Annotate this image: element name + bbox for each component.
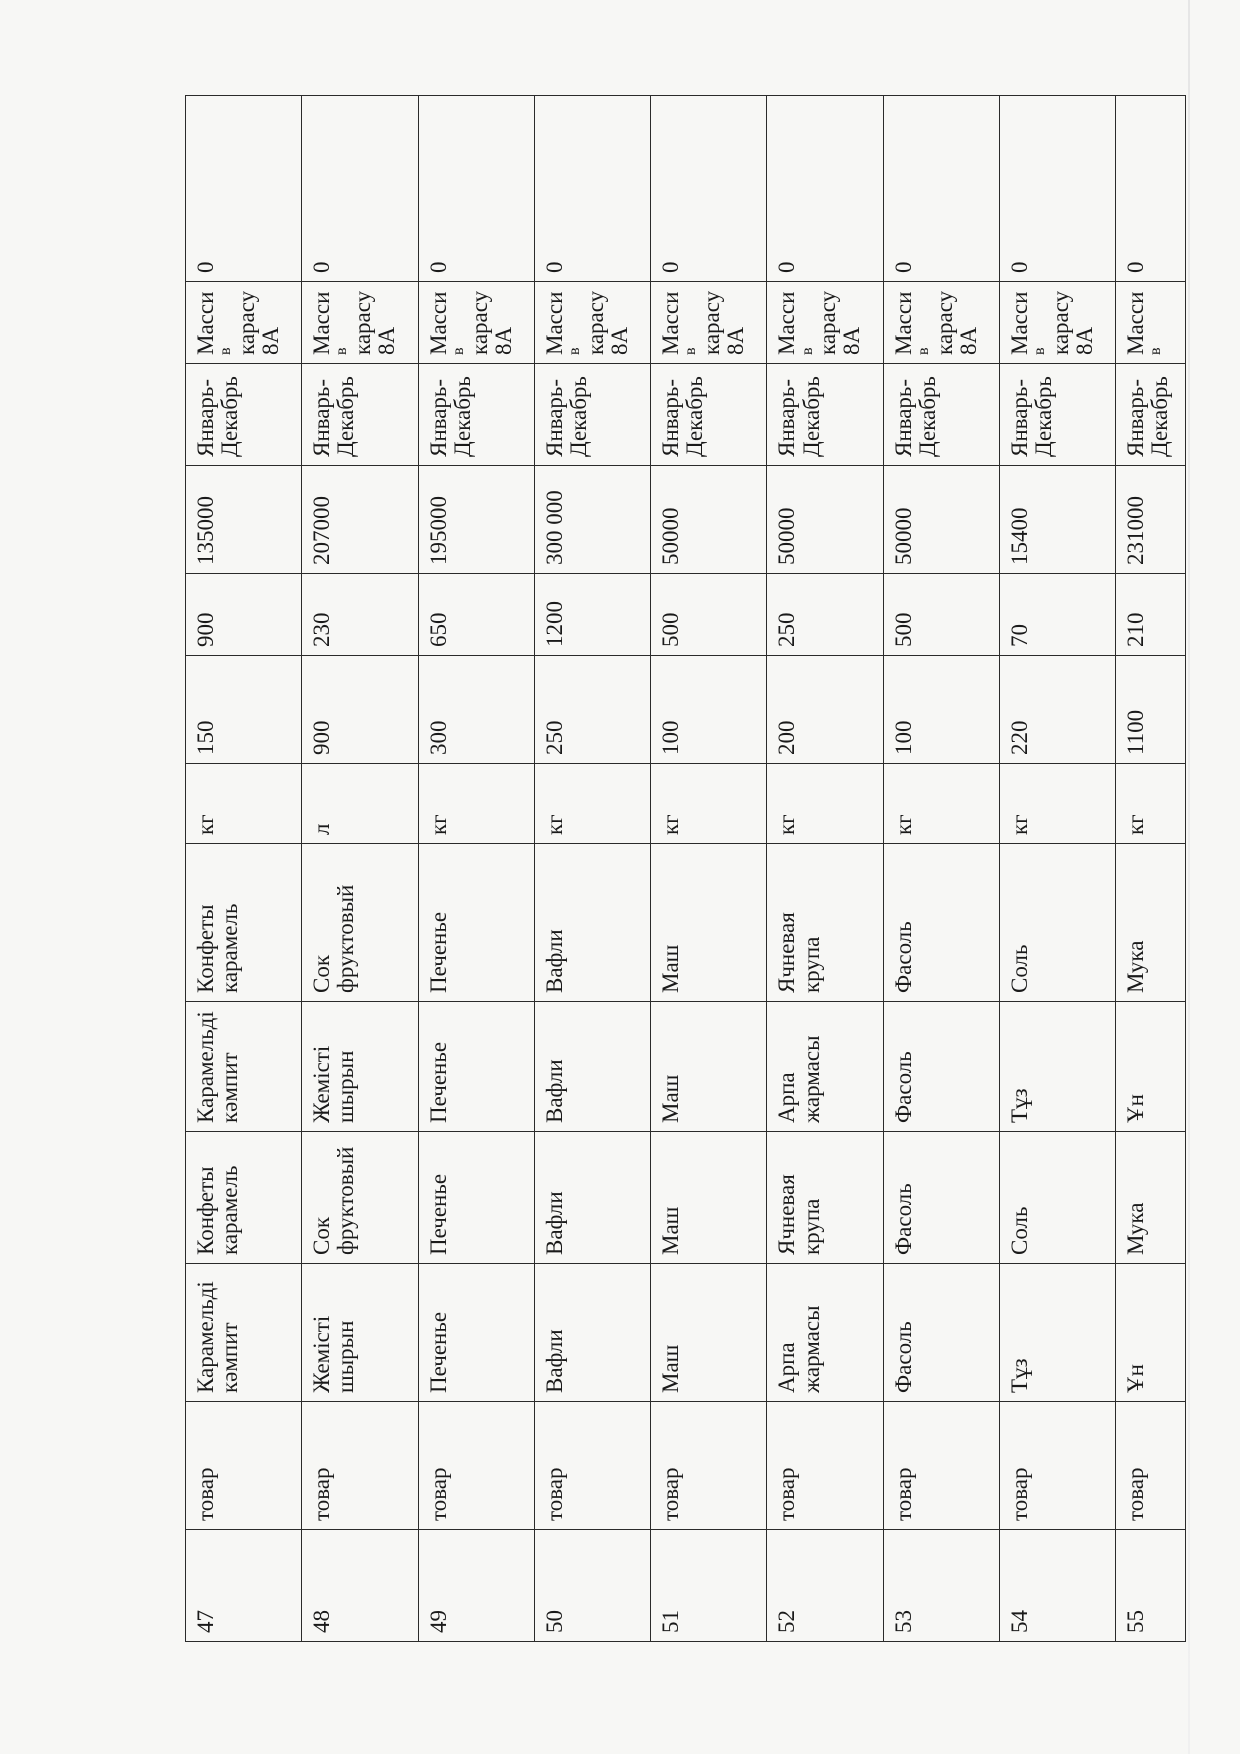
page-edge-shadow xyxy=(1188,0,1190,1754)
advance-percent: 0 xyxy=(883,96,999,282)
delivery-period: Январь-Декабрь xyxy=(999,364,1115,466)
row-number: 55 xyxy=(1116,1530,1186,1642)
quantity: 100 xyxy=(883,656,999,764)
item-name-ru: Сок фруктовый xyxy=(302,1132,418,1264)
item-name-ru-2: Маш xyxy=(651,844,767,1002)
row-number: 53 xyxy=(883,1530,999,1642)
unit-price: 70 xyxy=(999,574,1115,656)
unit-price: 210 xyxy=(1116,574,1186,656)
procurement-table xyxy=(185,95,1186,1642)
item-name-ru: Фасоль xyxy=(883,1132,999,1264)
advance-percent: 0 xyxy=(534,96,650,282)
delivery-place-a: Масси xyxy=(193,291,218,355)
total-sum: 135000 xyxy=(186,466,302,574)
item-name-ru-2: Конфеты карамель xyxy=(186,844,302,1002)
item-name-ru: Маш xyxy=(651,1132,767,1264)
delivery-place-b: в xyxy=(914,347,932,355)
delivery-place-a: Масси xyxy=(309,291,335,355)
advance-percent: 0 xyxy=(186,96,302,282)
delivery-place-c: карасу 8А xyxy=(582,290,632,355)
delivery-place-a: Масси xyxy=(1123,291,1149,355)
advance-percent: 0 xyxy=(418,96,534,282)
delivery-place-b: в xyxy=(449,347,467,355)
unit: кг xyxy=(1116,764,1186,844)
item-name-kz: Печенье xyxy=(418,1264,534,1402)
table-row xyxy=(883,96,999,1642)
delivery-place-a: Масси xyxy=(425,291,451,355)
item-name-kz: Вафли xyxy=(534,1264,650,1402)
unit: кг xyxy=(534,764,650,844)
delivery-place-c: карасу 8А xyxy=(466,290,516,355)
delivery-place xyxy=(883,282,999,364)
unit-price: 500 xyxy=(651,574,767,656)
unit-price: 500 xyxy=(883,574,999,656)
total-sum: 207000 xyxy=(302,466,418,574)
quantity: 900 xyxy=(302,656,418,764)
item-name-ru-2: Вафли xyxy=(534,844,650,1002)
table-row xyxy=(186,96,302,1642)
item-name-kz: Арпа жармасы xyxy=(767,1264,883,1402)
quantity: 220 xyxy=(999,656,1115,764)
item-type: товар xyxy=(1116,1402,1186,1530)
total-sum: 195000 xyxy=(418,466,534,574)
delivery-place xyxy=(418,282,534,364)
delivery-period: Январь-Декабрь xyxy=(186,364,302,466)
delivery-place xyxy=(186,282,302,364)
unit-price: 650 xyxy=(418,574,534,656)
advance-percent: 0 xyxy=(302,96,418,282)
unit: кг xyxy=(883,764,999,844)
total-sum: 50000 xyxy=(651,466,767,574)
delivery-period: Январь-Декабрь xyxy=(534,364,650,466)
table-row xyxy=(999,96,1115,1642)
unit: кг xyxy=(651,764,767,844)
item-name-kz-2: Вафли xyxy=(534,1002,650,1132)
table-row xyxy=(1116,96,1186,1642)
delivery-place-c: карасу 8А xyxy=(233,290,284,355)
item-type: товар xyxy=(883,1402,999,1530)
advance-percent: 0 xyxy=(767,96,883,282)
row-number: 52 xyxy=(767,1530,883,1642)
item-type: товар xyxy=(302,1402,418,1530)
delivery-place-b: в xyxy=(217,347,235,355)
unit-price: 900 xyxy=(186,574,302,656)
row-number: 48 xyxy=(302,1530,418,1642)
delivery-place xyxy=(1116,282,1186,364)
item-type: товар xyxy=(999,1402,1115,1530)
item-name-kz-2: Фасоль xyxy=(883,1002,999,1132)
delivery-place-c: карасу 8А xyxy=(699,290,749,355)
unit: кг xyxy=(418,764,534,844)
item-name-kz-2: Маш xyxy=(651,1002,767,1132)
delivery-period: Январь-Декабрь xyxy=(1116,364,1186,466)
item-name-ru: Ячневая крупа xyxy=(767,1132,883,1264)
delivery-place-c: карасу 8А xyxy=(1047,290,1098,355)
delivery-place-c: карасу 8А xyxy=(350,290,400,355)
advance-percent: 0 xyxy=(999,96,1115,282)
item-name-ru: Печенье xyxy=(418,1132,534,1264)
delivery-place-b: в xyxy=(798,347,816,355)
item-name-ru: Вафли xyxy=(534,1132,650,1264)
item-name-kz-2: Печенье xyxy=(418,1002,534,1132)
table-row xyxy=(767,96,883,1642)
total-sum: 15400 xyxy=(999,466,1115,574)
total-sum: 50000 xyxy=(883,466,999,574)
item-type: товар xyxy=(651,1402,767,1530)
item-name-ru-2: Сок фруктовый xyxy=(302,844,418,1002)
delivery-period: Январь-Декабрь xyxy=(767,364,883,466)
item-name-kz: Карамельді кәмпит xyxy=(186,1264,302,1402)
delivery-place-a: Масси xyxy=(658,291,684,355)
item-name-ru-2: Фасоль xyxy=(883,844,999,1002)
item-name-ru-2: Печенье xyxy=(418,844,534,1002)
item-name-ru: Мука xyxy=(1116,1132,1186,1264)
item-type: товар xyxy=(186,1402,302,1530)
item-name-kz-2: Жемісті шырын xyxy=(302,1002,418,1132)
delivery-place-b: в xyxy=(1031,347,1049,355)
quantity: 150 xyxy=(186,656,302,764)
unit: кг xyxy=(186,764,302,844)
delivery-place xyxy=(767,282,883,364)
item-name-ru-2: Ячневая крупа xyxy=(767,844,883,1002)
advance-percent: 0 xyxy=(1116,96,1186,282)
item-name-kz: Тұз xyxy=(999,1264,1115,1402)
delivery-place xyxy=(534,282,650,364)
advance-percent: 0 xyxy=(651,96,767,282)
row-number: 54 xyxy=(999,1530,1115,1642)
total-sum: 50000 xyxy=(767,466,883,574)
row-number: 47 xyxy=(186,1530,302,1642)
unit-price: 1200 xyxy=(534,574,650,656)
row-number: 49 xyxy=(418,1530,534,1642)
unit-price: 250 xyxy=(767,574,883,656)
item-name-kz-2: Тұз xyxy=(999,1002,1115,1132)
delivery-place-c: карасу 8А xyxy=(815,290,865,355)
row-number: 51 xyxy=(651,1530,767,1642)
delivery-place-b: в xyxy=(1147,347,1165,355)
unit: л xyxy=(302,764,418,844)
table-row xyxy=(418,96,534,1642)
delivery-period: Январь-Декабрь xyxy=(883,364,999,466)
table-row xyxy=(534,96,650,1642)
delivery-place-a: Масси xyxy=(541,291,567,355)
quantity: 100 xyxy=(651,656,767,764)
delivery-place xyxy=(302,282,418,364)
delivery-place-a: Масси xyxy=(774,291,800,355)
item-name-kz-2: Ұн xyxy=(1116,1002,1186,1132)
table-row xyxy=(651,96,767,1642)
item-type: товар xyxy=(767,1402,883,1530)
delivery-place-b: в xyxy=(333,347,351,355)
quantity: 300 xyxy=(418,656,534,764)
item-name-kz: Жемісті шырын xyxy=(302,1264,418,1402)
table-row xyxy=(302,96,418,1642)
delivery-place-b: в xyxy=(565,347,583,355)
item-name-ru: Соль xyxy=(999,1132,1115,1264)
item-type: товар xyxy=(534,1402,650,1530)
unit: кг xyxy=(999,764,1115,844)
delivery-place xyxy=(651,282,767,364)
delivery-place xyxy=(999,282,1115,364)
item-name-kz: Ұн xyxy=(1116,1264,1186,1402)
row-number: 50 xyxy=(534,1530,650,1642)
delivery-place-a: Масси xyxy=(890,291,916,355)
total-sum: 300 000 xyxy=(534,466,650,574)
item-name-ru-2: Мука xyxy=(1116,844,1186,1002)
unit: кг xyxy=(767,764,883,844)
delivery-place-c: карасу 8А xyxy=(931,290,981,355)
quantity: 250 xyxy=(534,656,650,764)
delivery-place-b: в xyxy=(682,347,700,355)
item-name-kz: Фасоль xyxy=(883,1264,999,1402)
quantity: 1100 xyxy=(1116,656,1186,764)
rotated-table-wrapper xyxy=(185,96,1186,1642)
quantity: 200 xyxy=(767,656,883,764)
item-type: товар xyxy=(418,1402,534,1530)
delivery-period: Январь-Декабрь xyxy=(302,364,418,466)
item-name-kz: Маш xyxy=(651,1264,767,1402)
item-name-kz-2: Арпа жармасы xyxy=(767,1002,883,1132)
item-name-ru-2: Соль xyxy=(999,844,1115,1002)
item-name-ru: Конфеты карамель xyxy=(186,1132,302,1264)
item-name-kz-2: Карамельді кәмпит xyxy=(186,1002,302,1132)
unit-price: 230 xyxy=(302,574,418,656)
delivery-period: Январь-Декабрь xyxy=(418,364,534,466)
delivery-period: Январь-Декабрь xyxy=(651,364,767,466)
delivery-place-a: Масси xyxy=(1006,291,1032,355)
total-sum: 231000 xyxy=(1116,466,1186,574)
